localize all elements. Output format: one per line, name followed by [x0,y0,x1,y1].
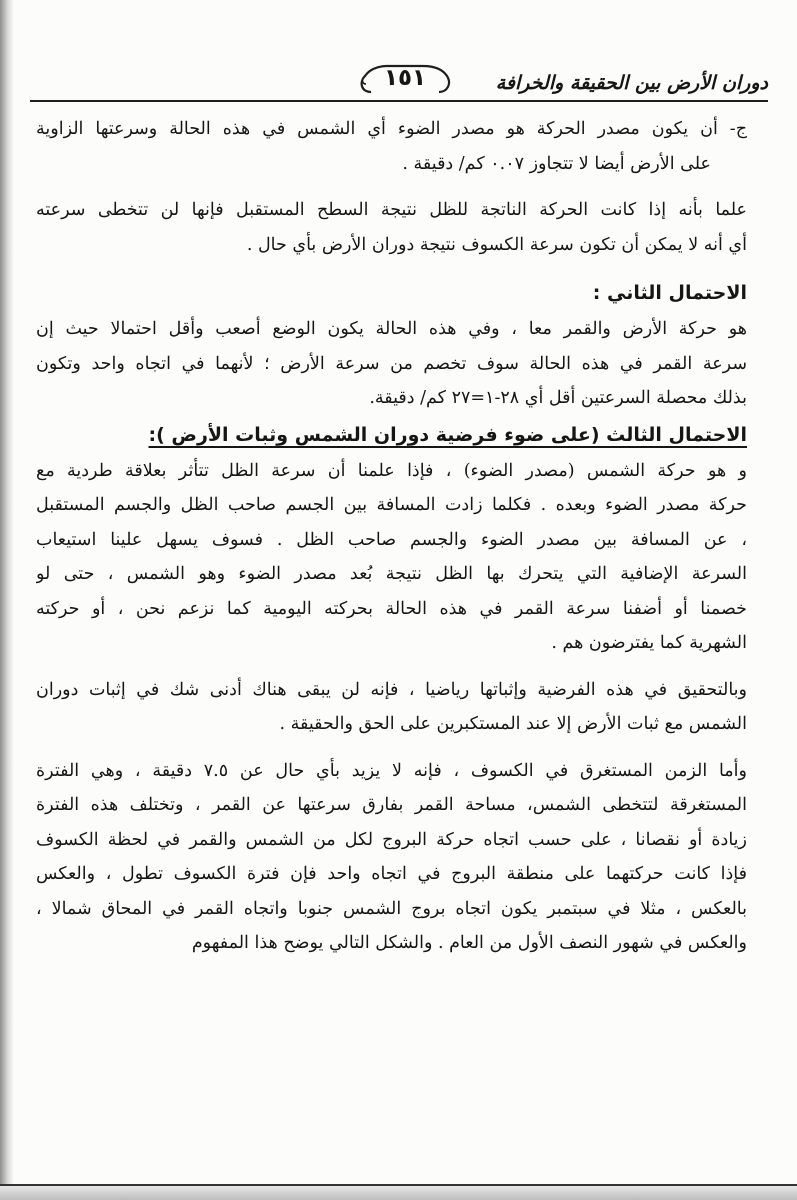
text-line: الشمس مع ثبات الأرض إلا عند المستكبرين على الحق والحقيقة . [279,714,747,734]
text-line: و هو حركة الشمس (مصدر الضوء) ، فإذا علمنا أن سرعة الظل تتأثر بعلاقة طردية مع [36,460,747,481]
page-number: ١٥١ [383,65,427,91]
text-line: والعكس في شهور النصف الأول من العام . والشكل التالي يوضح هذا المفهوم [191,933,747,953]
text-line: بالعكس ، مثلا في سبتمبر يكون اتجاه بروج الشمس جنوبا واتجاه القمر في المحاق شمالا ، [36,898,747,919]
text-line: أي أنه لا يمكن أن تكون سرعة الكسوف نتيجة دوران الأرض بأي حال . [246,234,747,255]
section-heading-third-text: الاحتمال الثالث (على ضوء فرضية دوران الشمس وثبات الأرض ): [148,423,747,446]
text-line: بذلك محصلة السرعتين أقل أي ٢٨-١=٢٧ كم/ دقيقة. [369,388,747,408]
text-line: وبالتحقيق في هذه الفرضية وإثباتها رياضيا ، فإنه لن يبقى هناك أدنى شك في إثبات دوران [36,679,747,700]
section-heading-third [36,416,747,454]
text-line: السرعة الإضافية التي يتحرك بها الظل نتيجة بُعد مصدر الضوء وهو الشمس ، حتى لو [36,564,747,584]
text-line: ، عن المسافة بين مصدر الضوء والجسم صاحب الظل . فسوف يسهل علينا استيعاب [36,529,747,550]
text-line: المستغرقة لتتخطى الشمس، مساحة القمر بفارق سرعتها عن القمر ، وتختلف هذه الفترة [36,795,747,815]
book-title: دوران الأرض بين الحقيقة والخرافة [495,72,768,94]
text-line: علما بأنه إذا كانت الحركة الناتجة للظل نتيجة السطح المستقبل فإنها لن تتخطى سرعته [36,200,747,220]
page-number-ornament [357,62,453,96]
text-line: سرعة القمر في هذه الحالة سوف تخصم من سرعة الأرض ؛ لأنهما في اتجاه واحد وتكون [36,353,747,374]
text-line: على الأرض أيضا لا تتجاوز ٠.٠٧ كم/ دقيقة . [402,153,711,174]
text-line: زيادة أو نقصانا ، على حسب اتجاه حركة البروج لكل من الشمس والقمر في لحظة الكسوف [36,829,747,850]
text-line: هو حركة الأرض والقمر معا ، وفي هذه الحالة يكون الوضع أصعب وأقل احتمالا حيث إن [36,319,747,339]
text-line: ج- أن يكون مصدر الحركة هو مصدر الضوء أي الشمس في هذه الحالة وسرعتها الزاوية [36,119,747,139]
text-line: وأما الزمن المستغرق في الكسوف ، فإنه لا يزيد بأي حال عن ٧.٥ دقيقة ، وهي الفترة [36,760,747,781]
body-text [36,112,747,961]
bottom-edge-shadow [0,1186,797,1200]
running-header [30,62,768,102]
text-line: خصمنا أو أضفنا سرعة القمر في هذه الحالة بحركته اليومية كما نزعم نحن ، أو حركته [36,598,747,619]
binding-shadow [0,0,14,1200]
text-line: حركة مصدر الضوء وبعده . فكلما زادت المسافة بين الجسم صاحب الظل والجسم المستقبل [36,495,747,515]
section-heading-second: الاحتمال الثاني : [592,282,747,304]
text-line: فإذا كانت حركتهما على منطقة البروج في اتجاه واحد فإن فترة الكسوف تطول ، والعكس [36,864,747,884]
header-rule [30,100,768,102]
text-line: الشهرية كما يفترضون هم . [551,633,747,653]
